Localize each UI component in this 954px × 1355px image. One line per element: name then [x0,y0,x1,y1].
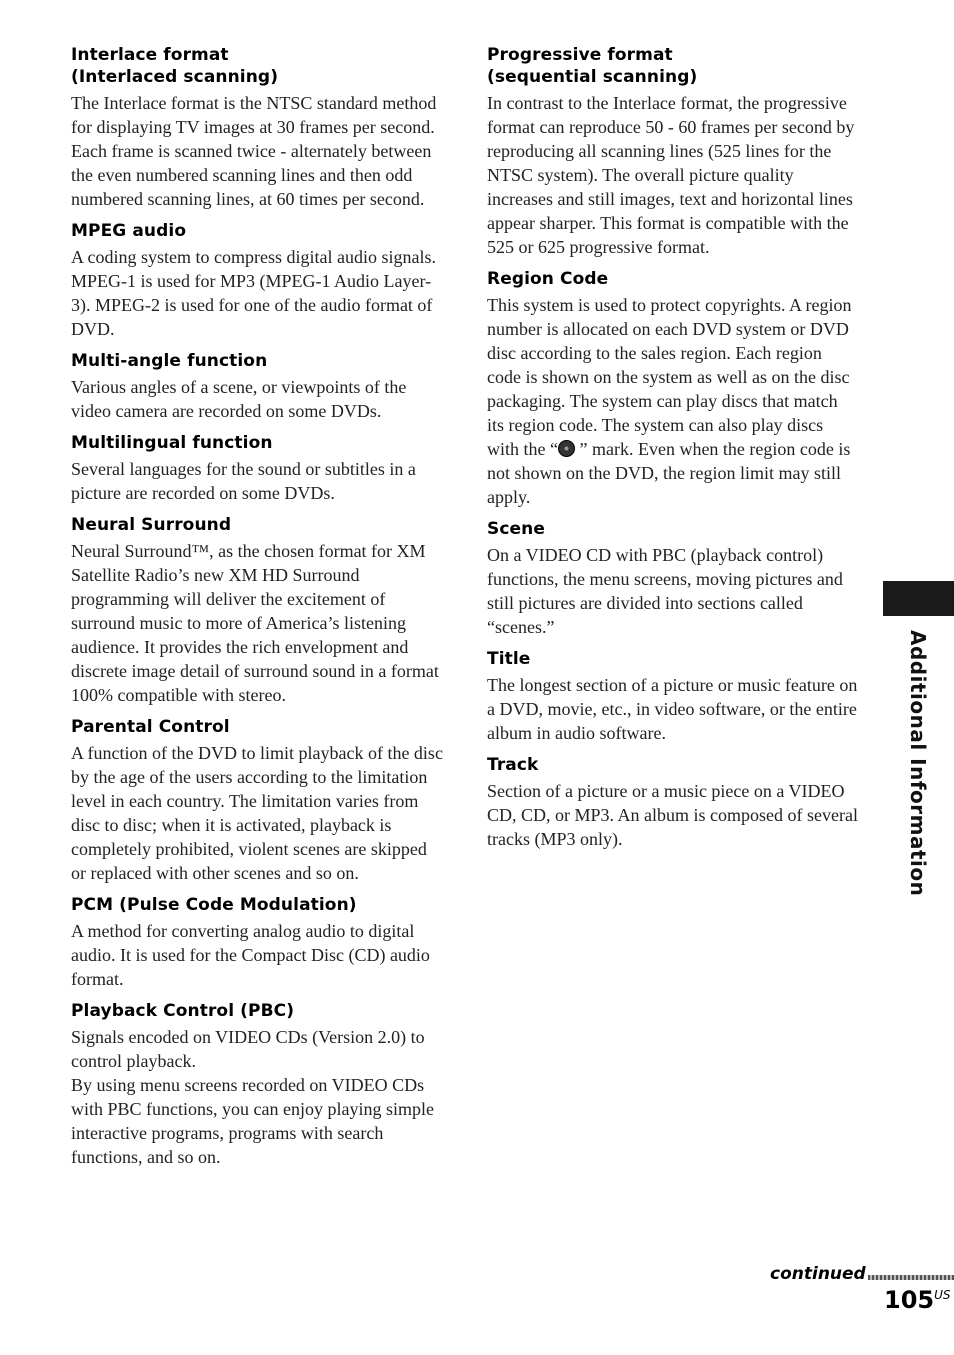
glossary-entry-title [487,648,859,745]
glossary-entry-multi-angle [71,350,443,423]
entry-term [71,44,443,88]
entry-definition: On a VIDEO CD with PBC (playback control) functions, the menu screens, moving pictures and still pictures are divided into sections called “scenes.” [487,545,843,637]
entry-definition [487,293,859,509]
entry-definition: The Interlace format is the NTSC standard method for displaying TV images at 30 frames per second. Each frame is scanned twice - alternately between the even numbered scanning lines and then odd numbered scanning lines, at 60 times per second. [71,93,437,209]
glossary-entry-mpeg-audio [71,220,443,341]
page-number-value: 105 [884,1286,935,1314]
entry-definition: Various angles of a scene, or viewpoints of the video camera are recorded on some DVDs. [71,377,407,421]
continued-bar [868,1275,954,1280]
entry-term: PCM (Pulse Code Modulation) [71,895,357,915]
term-line: Interlace format [71,45,229,65]
entry-definition: By using menu screens recorded on VIDEO CDs with PBC functions, you can enjoy playing simple interactive programs, programs with search functions, and so on. [71,1075,434,1167]
continued-label: continued [770,1264,866,1284]
glossary-entry-neural-surround [71,514,443,707]
entry-definition: Signals encoded on VIDEO CDs (Version 2.0) to control playback. [71,1027,425,1071]
glossary-entry-pcm [71,894,443,991]
continued-indicator [770,1264,954,1284]
entry-term: MPEG audio [71,221,187,241]
entry-definition: Several languages for the sound or subtitles in a picture are recorded on some DVDs. [71,459,416,503]
entry-definition: In contrast to the Interlace format, the progressive format can reproduce 50 - 60 frames per second by reproducing all scanning lines (525 lines for the NTSC system). The overall picture quality increases and still images, text and horizontal lines appear sharper. This format is compatible with the 525 or 625 progressive format. [487,93,855,257]
section-side-label: Additional Information [906,630,930,897]
left-column [71,44,443,1169]
glossary-entry-track [487,754,859,851]
entry-definition: A function of the DVD to limit playback of the disc by the age of the users according to the limitation level in each country. The limitation varies from disc to disc; when it is activated, playback is completely prohibited, violent scenes are skipped or replaced with other scenes and so on. [71,743,443,883]
entry-term: Playback Control (PBC) [71,1001,295,1021]
term-line: (sequential scanning) [487,67,698,87]
entry-definition: A coding system to compress digital audio signals. MPEG-1 is used for MP3 (MPEG-1 Audio Layer-3). MPEG-2 is used for one of the audio format of DVD. [71,247,436,339]
glossary-entry-interlace [71,44,443,211]
definition-text: This system is used to protect copyrights. A region number is allocated on each DVD system or DVD disc according to the sales region. Each region code is shown on the system as well as on the disc packaging. The system can play discs that match its region code. The system can also play discs with the “ [487,295,852,459]
page-number-suffix: US [934,1288,951,1302]
term-line: Progressive format [487,45,673,65]
glossary-entry-multilingual [71,432,443,505]
glossary-entry-region-code [487,268,859,509]
entry-term: Scene [487,519,545,539]
entry-term [487,44,859,88]
term-line: (Interlaced scanning) [71,67,279,87]
entry-term: Region Code [487,269,609,289]
entry-term: Title [487,649,531,669]
glossary-entry-pbc [71,1000,443,1169]
entry-term: Multilingual function [71,433,273,453]
section-tab-marker [883,581,954,616]
entry-term: Neural Surround [71,515,232,535]
glossary-entry-scene [487,518,859,639]
entry-definition: A method for converting analog audio to digital audio. It is used for the Compact Disc (CD) audio format. [71,921,430,989]
entry-definition: The longest section of a picture or music feature on a DVD, movie, etc., in video software, or the entire album in audio software. [487,675,858,743]
glossary-entry-parental-control [71,716,443,885]
page-number [884,1286,951,1314]
entry-term: Parental Control [71,717,230,737]
glossary-entry-progressive [487,44,859,259]
entry-term: Multi-angle function [71,351,268,371]
right-column [487,44,859,851]
definition-text: ” mark. Even when the region code is not shown on the DVD, the region limit may still apply. [487,439,851,507]
entry-term: Track [487,755,539,775]
entry-definition: Neural Surround™, as the chosen format for XM Satellite Radio’s new XM HD Surround programming will deliver the excitement of surround music to more of America’s listening audience. It provides the rich envelopment and discrete image detail of surround sound in a format 100% compatible with stereo. [71,541,439,705]
entry-definition: Section of a picture or a music piece on a VIDEO CD, CD, or MP3. An album is composed of several tracks (MP3 only). [487,781,858,849]
region-all-globe-icon [558,440,575,457]
